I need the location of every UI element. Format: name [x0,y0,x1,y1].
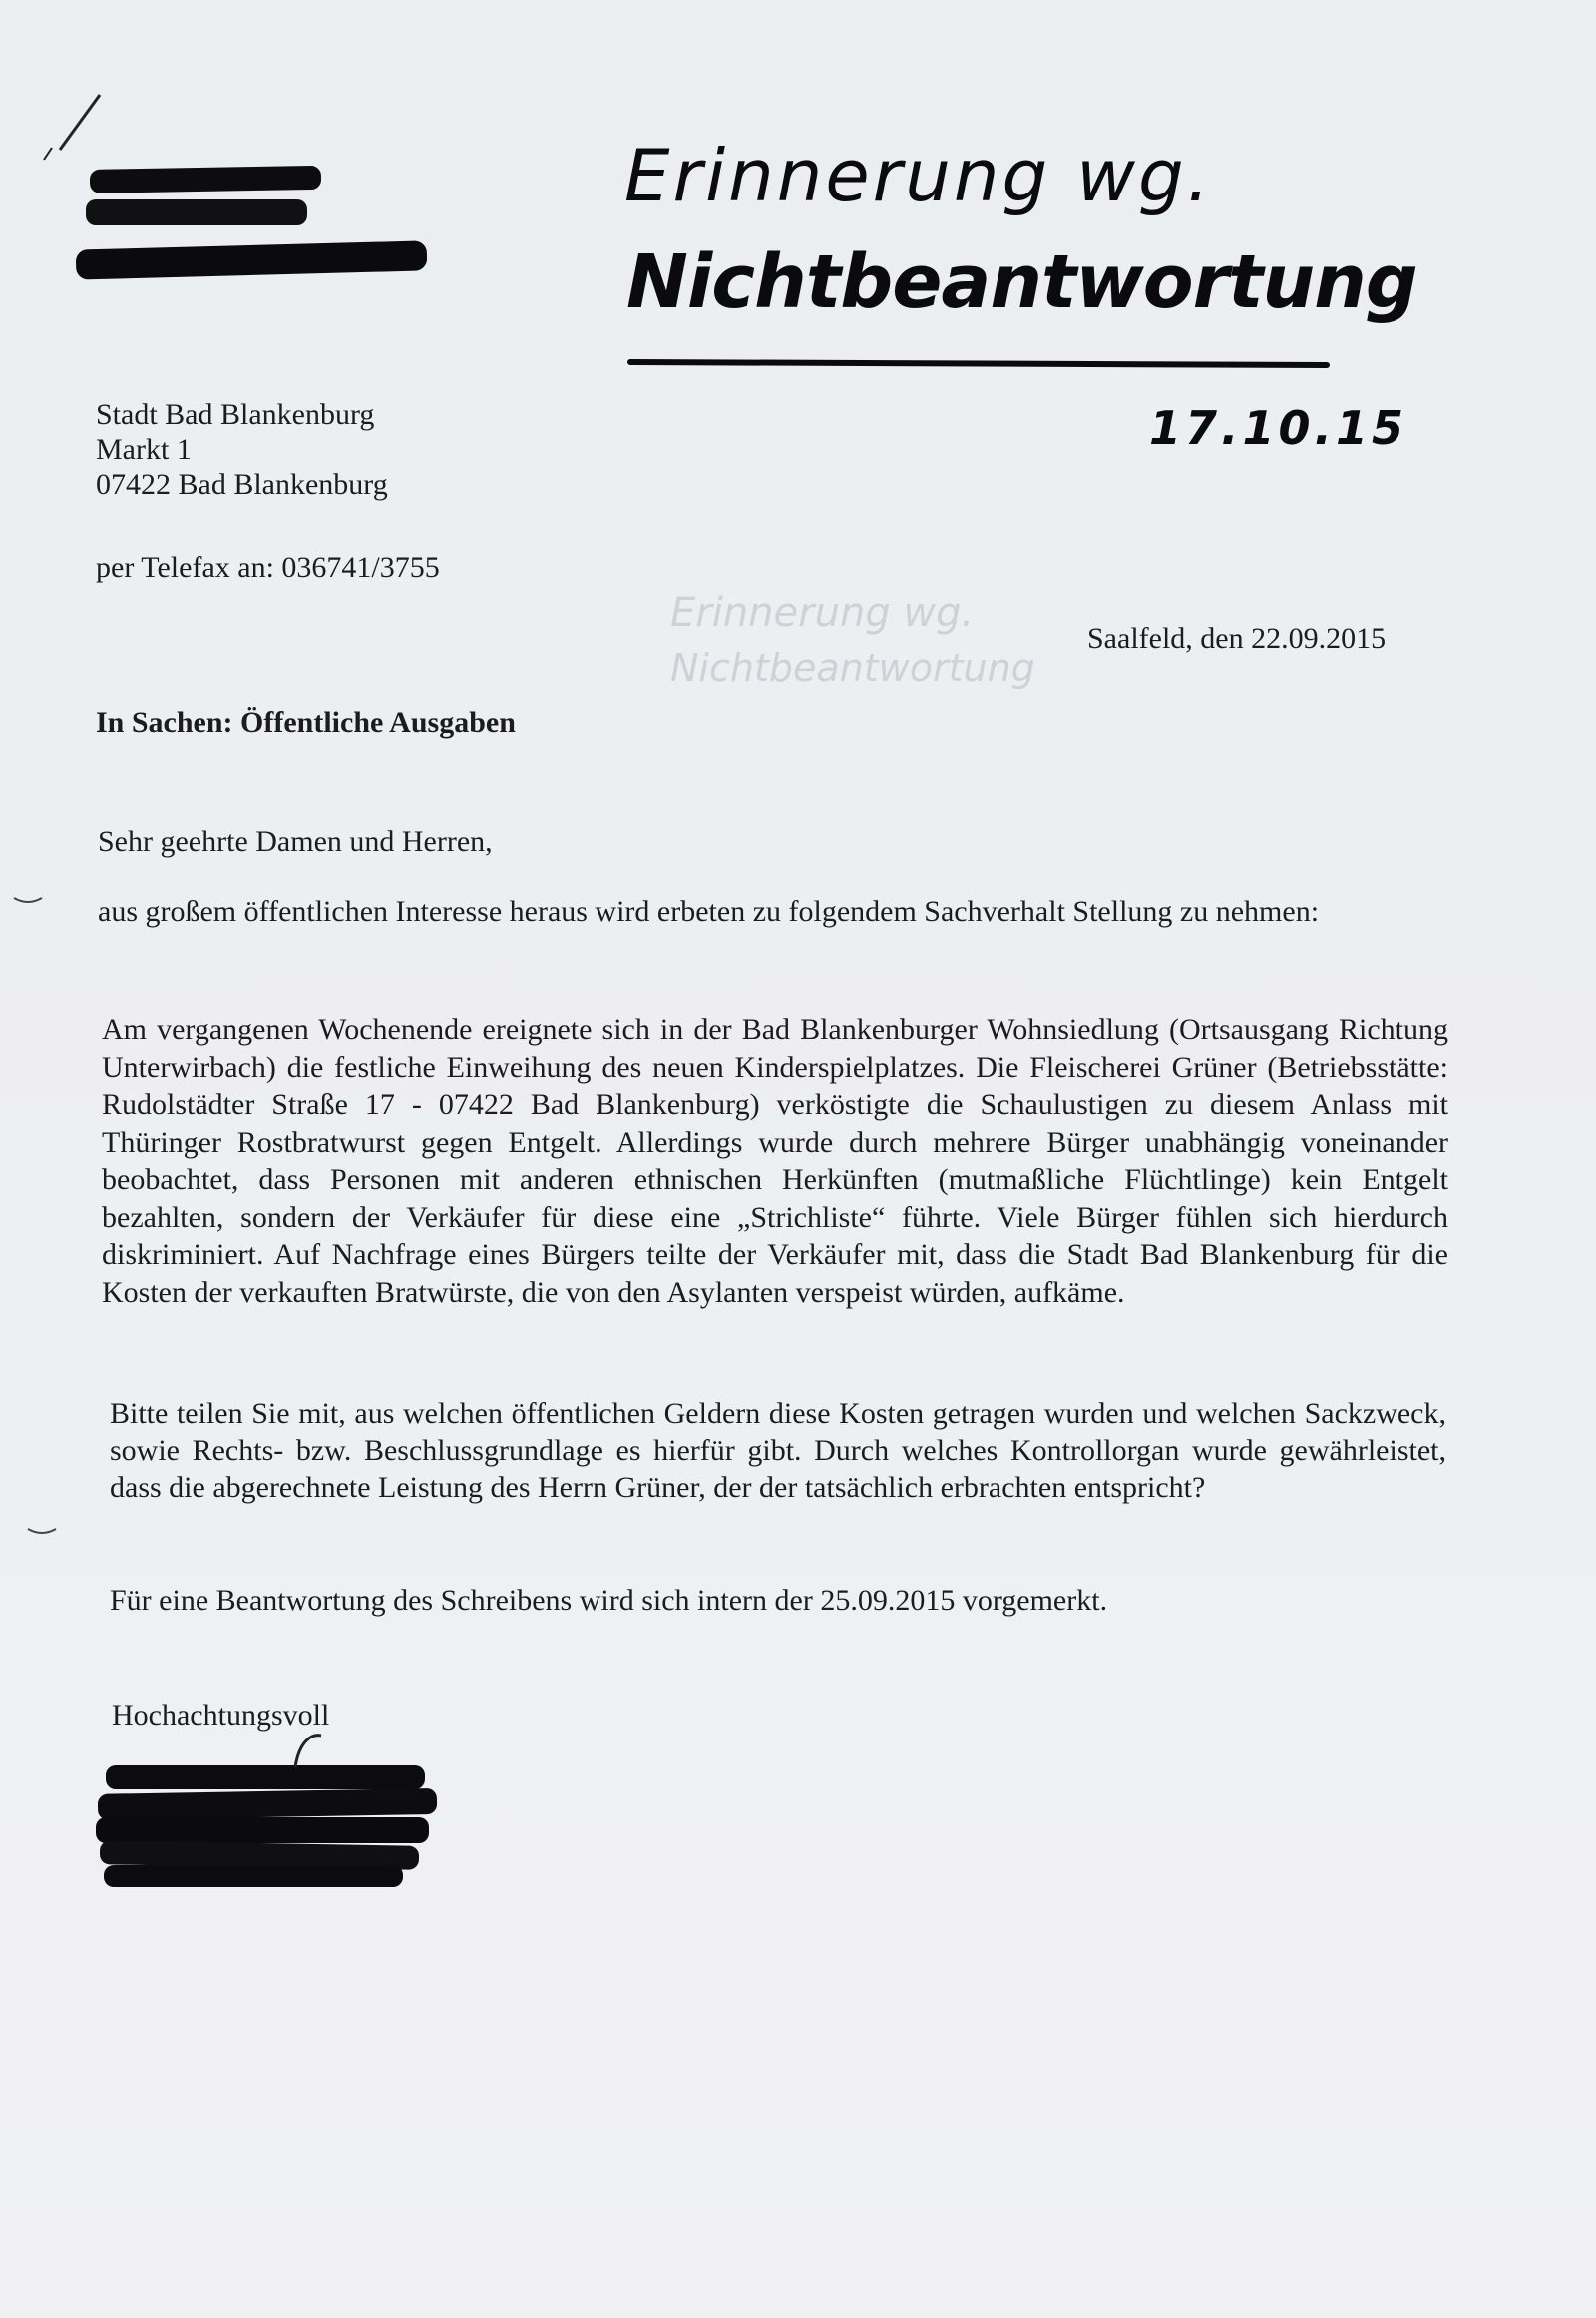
paragraph-deadline: Für eine Beantwortung des Schreibens wird sich intern der 25.09.2015 vorgemerkt. [110,1584,1108,1617]
recipient-address [96,397,388,502]
handwritten-reminder-line1: Erinnerung wg. [624,134,1213,217]
handwritten-reminder-date: 17.10.15 [1149,401,1407,455]
note-underline [630,362,1327,365]
sender-redaction [44,95,427,280]
subject-line: In Sachen: Öffentliche Ausgaben [96,706,516,739]
paragraph-incident: Am vergangenen Wochenende ereignete sich in der Bad Blankenburger Wohnsiedlung (Ortsausgang Richtung Unterwirbach) die festliche Einweihung des neuen Kinderspielplatzes. Die Fleischerei Grüner (Betriebsstätte: Rudolstädter Straße 17 - 07422 Bad Blankenburg) verköstigte die Schaulustigen zu diesem Anlass mit Thüringer Rostbratwurst gegen Entgelt. Allerdings wurde durch mehrere Bürger unabhängig voneinander beobachtet, dass Personen mit anderen ethnischen Herkünften (mutmaßliche Flüchtlinge) kein Entgelt bezahlten, sondern der Verkäufer für diese eine „Strichliste“ führte. Viele Bürger fühlen sich hierdurch diskriminiert. Auf Nachfrage eines Bürgers teilte der Verkäufer mit, dass die Stadt Bad Blankenburg für die Kosten der verkauften Bratwürste, die von den Asylanten verspeist würden, aufkäme. [102,1013,1448,1309]
fax-line: per Telefax an: 036741/3755 [96,551,440,583]
salutation: Sehr geehrte Damen und Herren, [98,825,493,858]
closing: Hochachtungsvoll [112,1699,330,1732]
signature-redaction [96,1736,437,1887]
paragraph-request: aus großem öffentlichen Interesse heraus wird erbeten zu folgendem Sachverhalt Stellung zu nehmen: [98,895,1320,928]
margin-mark [28,1529,56,1533]
place-date: Saalfeld, den 22.09.2015 [1087,622,1387,655]
paragraph-questions: Bitte teilen Sie mit, aus welchen öffentlichen Geldern diese Kosten getragen wurden und welchen Sackzweck, sowie Rechts- bzw. Beschlussgrundlage es hierfür gibt. Durch welches Kontrollorgan wurde gewährleistet, dass die abgerechnete Leistung des Herrn Grüner, der der tatsächlich erbrachten entspricht? [110,1397,1446,1504]
handwritten-reminder-line2: Nichtbeantwortung [626,239,1417,325]
margin-mark [14,898,42,902]
show-through-text: Nichtbeantwortung [670,646,1035,690]
show-through-text: Erinnerung wg. [670,590,975,636]
recipient-name: Stadt Bad Blankenburg [96,398,375,431]
recipient-city: 07422 Bad Blankenburg [96,468,388,501]
recipient-street: Markt 1 [96,433,192,466]
